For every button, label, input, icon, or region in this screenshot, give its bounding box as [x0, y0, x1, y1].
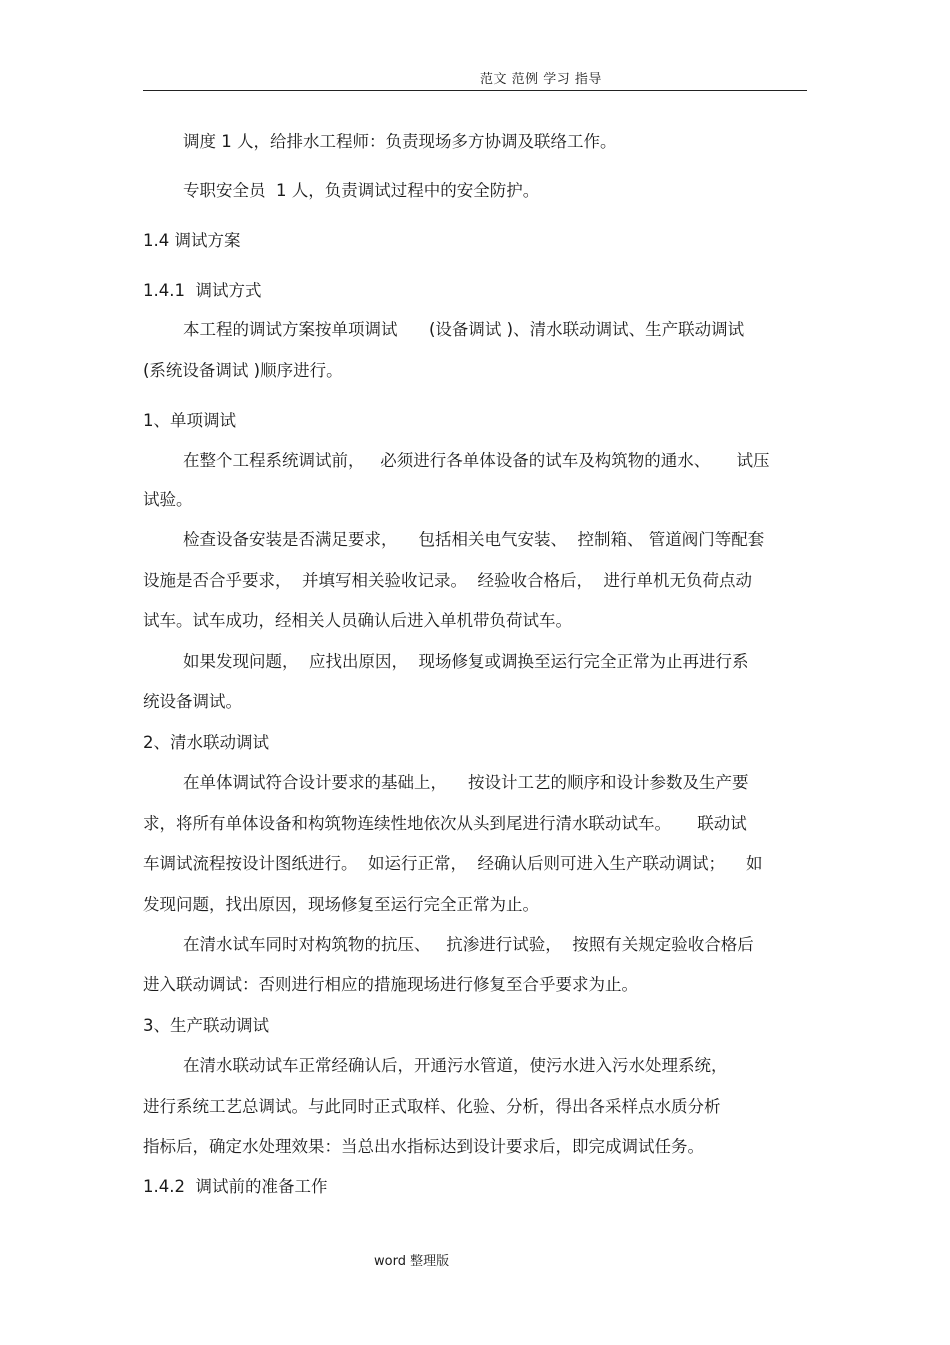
clear-water-p1-line-1: 在单体调试符合设计要求的基础上， 按设计工艺的顺序和设计参数及生产要 [183, 773, 749, 792]
single-test-p3-line-2: 统设备调试。 [143, 692, 242, 711]
section-title-clear-water-test: 2、清水联动调试 [143, 733, 269, 752]
paragraph-method-line-2: (系统设备调试 )顺序进行。 [143, 361, 343, 380]
production-p1-line-1: 在清水联动试车正常经确认后，开通污水管道，使污水进入污水处理系统， [183, 1056, 728, 1075]
section-title-single-test: 1、单项调试 [143, 411, 236, 430]
clear-water-p2-line-1: 在清水试车同时对构筑物的抗压、 抗渗进行试验， 按照有关规定验收合格后 [183, 935, 754, 954]
single-test-p2-line-1: 检查设备安装是否满足要求， 包括相关电气安装、 控制箱、 管道阀门等配套 [183, 530, 765, 549]
header-rule [143, 90, 807, 91]
clear-water-p2-line-2: 进入联动调试：否则进行相应的措施现场进行修复至合乎要求为止。 [143, 975, 638, 994]
heading-1-4-1: 1.4.1 调试方式 [143, 281, 262, 300]
paragraph-dispatcher: 调度 1 人，给排水工程师：负责现场多方协调及联络工作。 [183, 132, 617, 151]
single-test-p2-line-2: 设施是否合乎要求， 并填写相关验收记录。 经验收合格后， 进行单机无负荷点动 [143, 571, 752, 590]
production-p1-line-2: 进行系统工艺总调试。与此同时正式取样、化验、分析，得出各采样点水质分析 [143, 1097, 721, 1116]
single-test-p1-line-2: 试验。 [143, 490, 193, 509]
header-text: 范文 范例 学习 指导 [480, 72, 602, 87]
clear-water-p1-line-2: 求，将所有单体设备和构筑物连续性地依次从头到尾进行清水联动试车。 联动试 [143, 814, 747, 833]
single-test-p3-line-1: 如果发现问题， 应找出原因， 现场修复或调换至运行完全正常为止再进行系 [183, 652, 749, 671]
paragraph-safety-officer: 专职安全员 1 人，负责调试过程中的安全防护。 [183, 181, 540, 200]
production-p1-line-3: 指标后，确定水处理效果：当总出水指标达到设计要求后，即完成调试任务。 [143, 1137, 704, 1156]
single-test-p2-line-3: 试车。试车成功，经相关人员确认后进入单机带负荷试车。 [143, 611, 572, 630]
clear-water-p1-line-4: 发现问题，找出原因，现场修复至运行完全正常为止。 [143, 895, 539, 914]
heading-1-4-2: 1.4.2 调试前的准备工作 [143, 1177, 328, 1196]
paragraph-method-line-1: 本工程的调试方案按单项调试 (设备调试 )、清水联动调试、生产联动调试 [183, 320, 745, 339]
section-title-production-test: 3、生产联动调试 [143, 1016, 269, 1035]
clear-water-p1-line-3: 车调试流程按设计图纸进行。 如运行正常， 经确认后则可进入生产联动调试； 如 [143, 854, 763, 873]
single-test-p1-line-1: 在整个工程系统调试前， 必须进行各单体设备的试车及构筑物的通水、 试压 [183, 451, 770, 470]
heading-1-4: 1.4 调试方案 [143, 231, 241, 250]
page-footer: word 整理版 [374, 1254, 450, 1269]
